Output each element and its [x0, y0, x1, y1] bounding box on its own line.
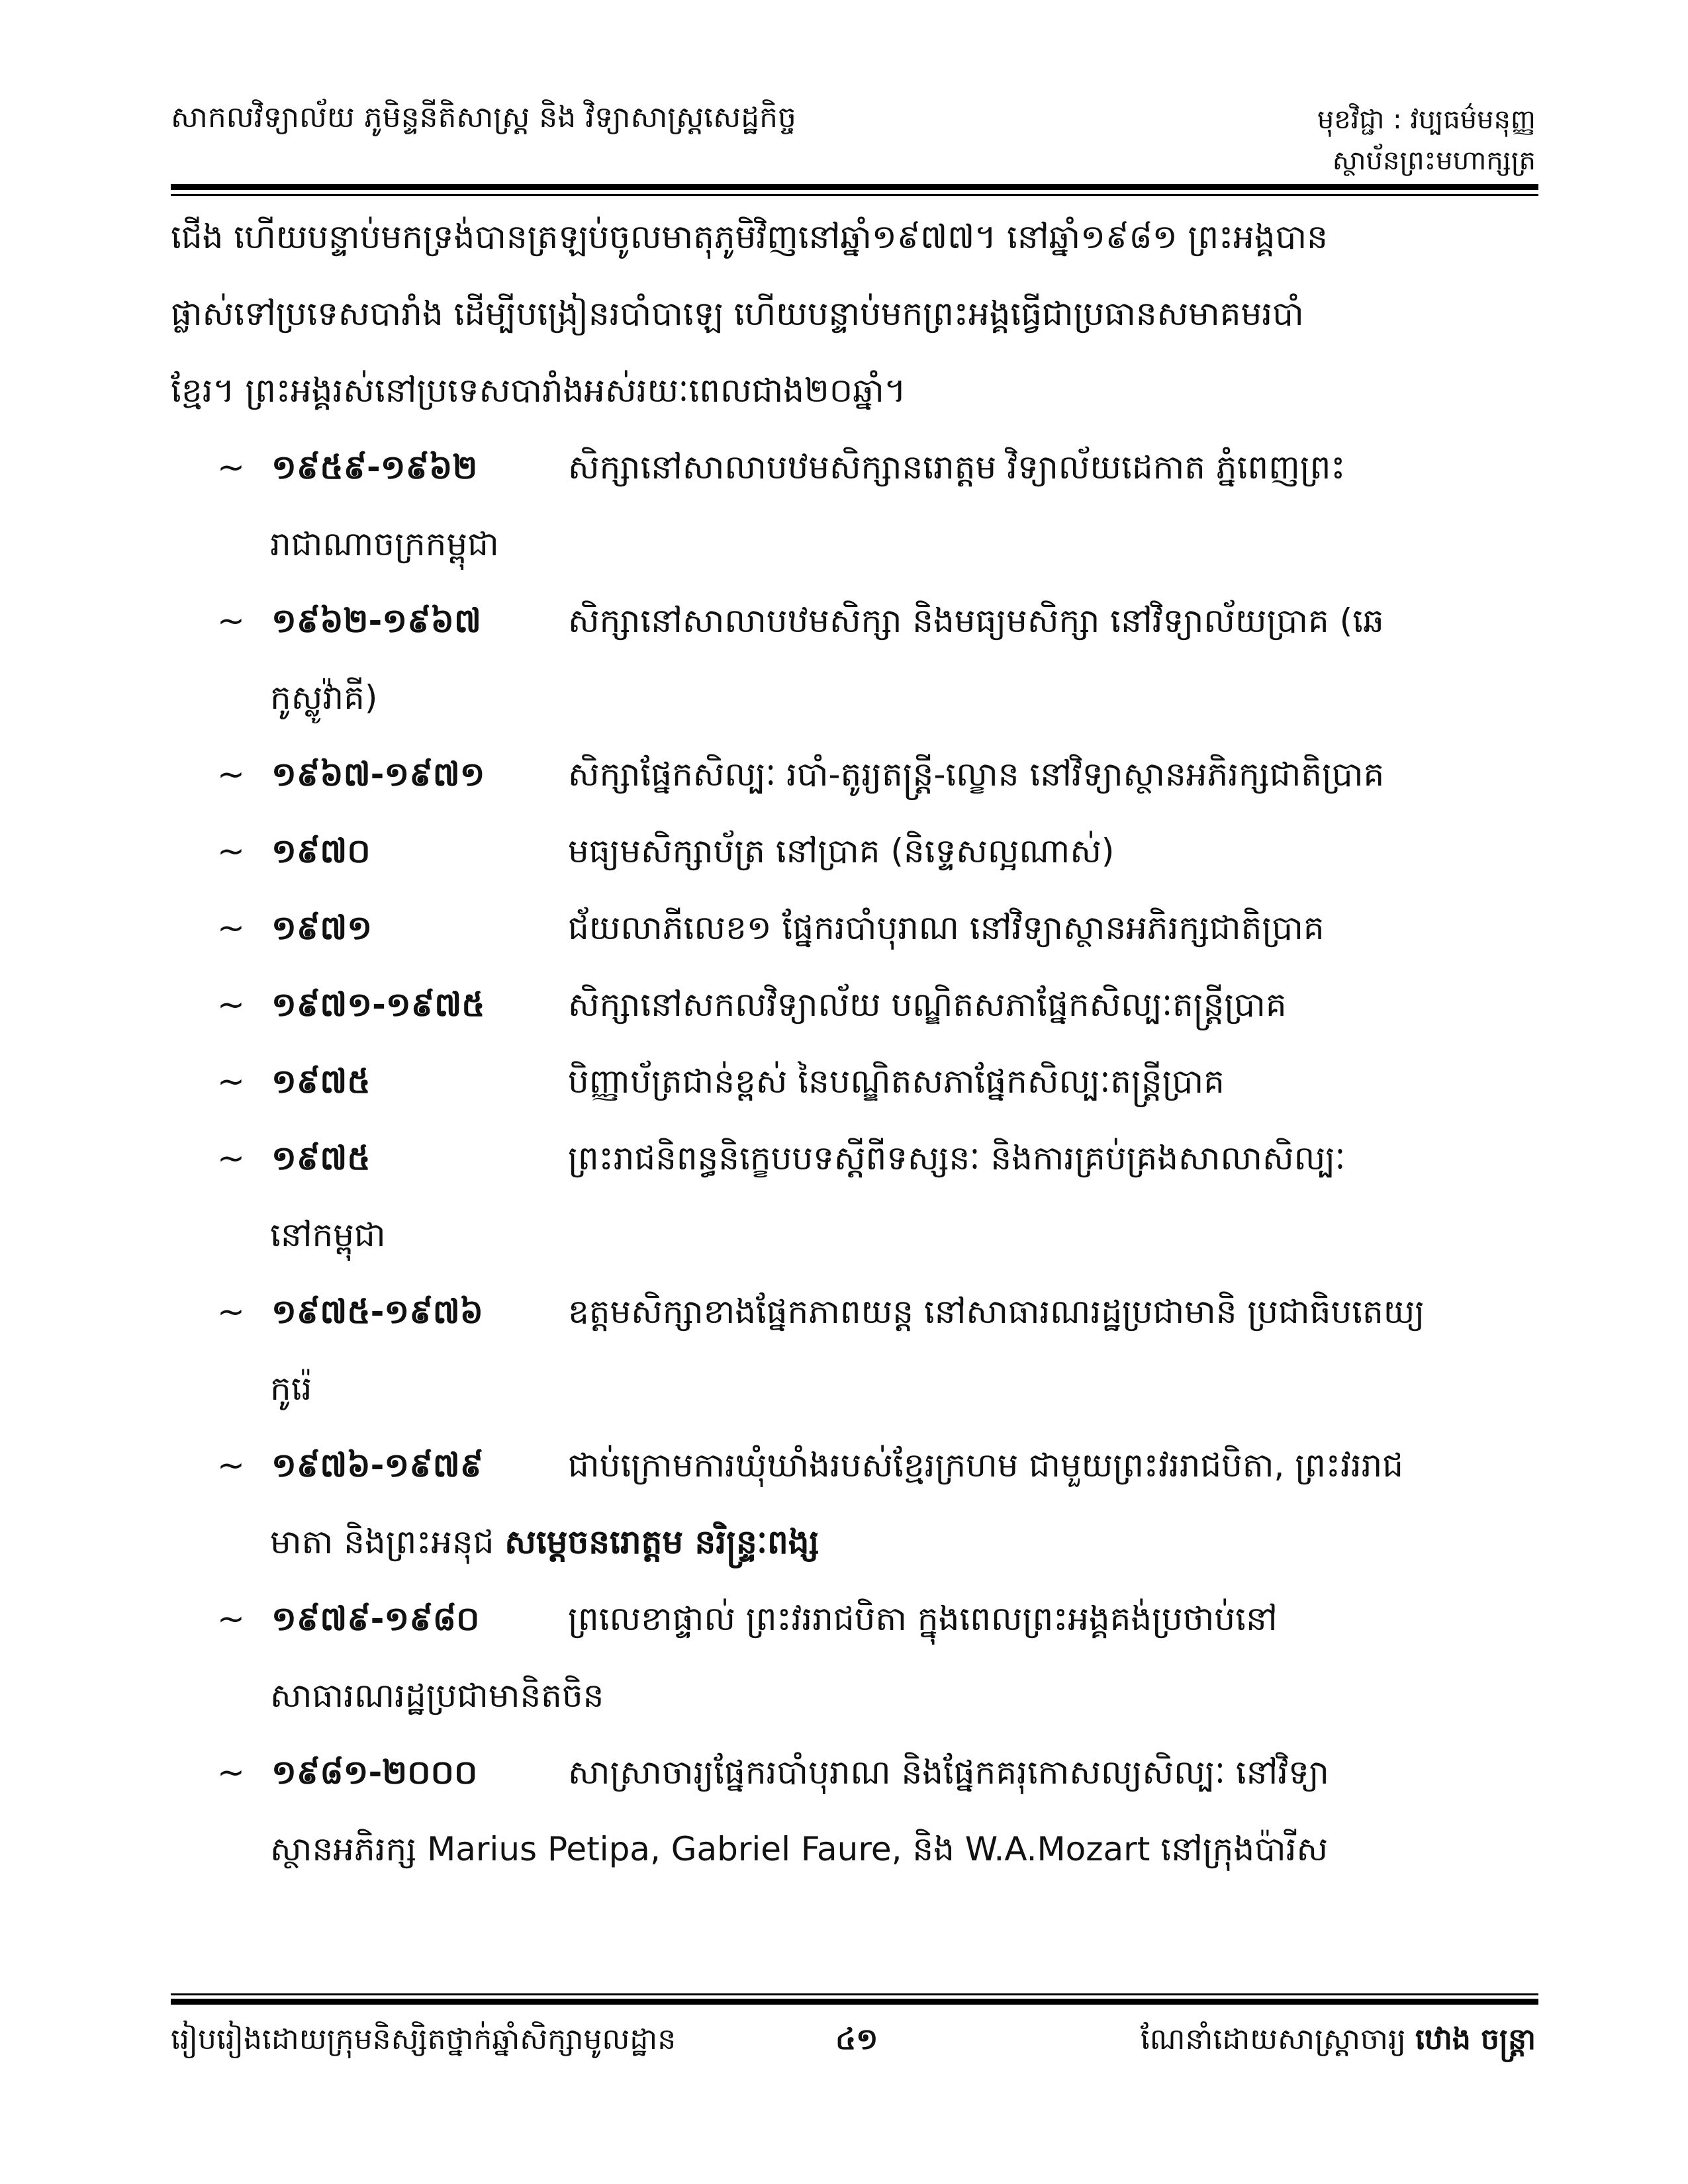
timeline-entry: [171, 889, 1538, 966]
footer-prepared-by: រៀបរៀងដោយក្រុមនិស្សិតថ្នាក់ឆ្នាំសិក្សាមូលដ្ឋាន: [171, 2023, 677, 2056]
header-university-name: សាកលវិទ្យាល័យ ភូមិន្ទនីតិសាស្ត្រ និង វិទ្យាសាស្ត្រសេដ្ឋកិច្ច: [171, 101, 796, 134]
entry-description: សិក្សានៅសកលវិទ្យាល័យ បណ្ឌិតសភាផ្នែកសិល្បៈតន្ត្រីប្រាគ: [568, 985, 1287, 1024]
entry-description: សិក្សានៅសាលាបឋមសិក្សា និងមធ្យមសិក្សា នៅវិទ្យាល័យប្រាគ (ឆេ: [568, 602, 1384, 640]
entry-year: ១៩៧១: [271, 909, 373, 947]
entry-year: ១៩៧៥: [271, 1139, 371, 1177]
entry-continuation: រាជាណាចក្រកម្ពុជា: [270, 525, 499, 563]
bullet-tilde: ~: [217, 909, 245, 947]
bullet-tilde: ~: [217, 448, 245, 486]
entry-continuation: កូរ៉េ: [270, 1369, 312, 1408]
page-number: ៤១: [835, 2023, 878, 2056]
entry-year: ១៩៧៥: [271, 1062, 371, 1101]
entry-description: មធ្យមសិក្សាប័ត្រ នៅប្រាគ (និទ្ទេសល្អណាស់): [568, 832, 1115, 870]
bullet-tilde: ~: [217, 602, 245, 640]
header-rule-thin: [171, 194, 1538, 196]
timeline-entry: [171, 1580, 1538, 1734]
bullet-tilde: ~: [217, 1446, 245, 1484]
footer-rule-thin: [171, 1993, 1538, 1995]
timeline-entry: [171, 1427, 1538, 1580]
entry-description: បិញ្ញាប័ត្រជាន់ខ្ពស់ នៃបណ្ឌិតសភាផ្នែកសិល្បៈតន្ត្រីប្រាគ: [568, 1062, 1225, 1101]
entry-description: ជាប់ក្រោមការឃុំឃាំងរបស់ខ្មែរក្រហម ជាមួយព្រះវររាជបិតា, ព្រះវររាជ: [568, 1446, 1404, 1484]
entry-continuation: [270, 1504, 1538, 1580]
bullet-tilde: ~: [217, 1139, 245, 1177]
bullet-tilde: ~: [217, 1753, 245, 1792]
intro-line: ផ្លាស់ទៅប្រទេសបារាំង ដើម្បីបង្រៀនរបាំបាឡេ ហើយបន្ទាប់មកព្រះអង្គធ្វើជាប្រធានសមាគមរបាំ: [171, 295, 1304, 333]
header-course-info: [1317, 99, 1536, 181]
timeline-entry: [171, 966, 1538, 1043]
entry-year: ១៩៦២-១៩៦៧: [271, 602, 481, 640]
header-topic: ស្ថាប័នព្រះមហាក្សត្រ: [1332, 146, 1536, 176]
timeline-list: [171, 429, 1538, 1888]
entry-year: ១៩៧១-១៩៧៥: [271, 985, 485, 1024]
bullet-tilde: ~: [217, 1293, 245, 1331]
entry-year: ១៩៧៥-១៩៧៦: [271, 1293, 484, 1331]
entry-continuation: ស្ថានអភិរក្ស Marius Petipa, Gabriel Faure, និង W.A.Mozart នៅក្រុងប៉ារីស: [270, 1830, 1329, 1868]
timeline-entry: [171, 1273, 1538, 1427]
entry-description: ឧត្ដមសិក្សាខាងផ្នែកភាពយន្ត នៅសាធារណរដ្ឋប្រជាមានិ ប្រជាធិបតេយ្យ: [568, 1293, 1425, 1331]
timeline-entry: [171, 582, 1538, 736]
entry-description: ព្រះរាជនិពន្ធនិក្ខេបបទស្ដីពីទស្សនៈ និងការគ្រប់គ្រងសាលាសិល្បៈ: [568, 1139, 1346, 1177]
entry-description: សាស្រាចារ្យផ្នែករបាំបុរាណ និងផ្នែកគរុកោសល្យសិល្បៈ នៅវិទ្យា: [568, 1753, 1329, 1792]
entry-continuation: នៅកម្ពុជា: [270, 1216, 386, 1254]
intro-line: ខ្មែរ។ ព្រះអង្គរស់នៅប្រទេសបារាំងអស់រយៈពេលជាង២០ឆ្នាំ។: [171, 371, 906, 410]
bullet-tilde: ~: [217, 1600, 245, 1638]
entry-description: ព្រលេខាផ្ទាល់ ព្រះវររាជបិតា ក្នុងពេលព្រះអង្គគង់ប្រថាប់នៅ: [568, 1600, 1278, 1638]
entry-year: ១៩៧៩-១៩៨០: [271, 1600, 480, 1638]
entry-year: ១៩៧០: [271, 832, 371, 870]
footer-supervisor-name: ឋោង ចន្ត្រា: [1415, 2023, 1536, 2056]
timeline-entry: [171, 1120, 1538, 1273]
entry-description: ជ័យលាភីលេខ១ ផ្នែករបាំបុរាណ នៅវិទ្យាស្ថានអភិរក្សជាតិប្រាគ: [568, 909, 1325, 947]
bullet-tilde: ~: [217, 985, 245, 1024]
intro-paragraph: [171, 199, 1538, 429]
entry-year: ១៩៥៩-១៩៦២: [271, 448, 478, 486]
timeline-entry: [171, 813, 1538, 889]
entry-year: ១៩៨១-២០០០: [271, 1753, 478, 1792]
timeline-entry: [171, 429, 1538, 582]
entry-continuation: សាធារណរដ្ឋប្រជាមានិតចិន: [270, 1676, 604, 1715]
footer-supervisor: [1141, 2020, 1536, 2060]
entry-year: ១៩៧៦-១៩៧៩: [271, 1446, 484, 1484]
prince-name: សម្ដេចនរោត្តម នរិន្ទ្រៈពង្ស: [504, 1523, 820, 1561]
timeline-entry: [171, 736, 1538, 813]
bullet-tilde: ~: [217, 832, 245, 870]
page-body: [171, 199, 1538, 1888]
footer-rule-thick: [171, 1999, 1538, 2005]
timeline-entry: [171, 1043, 1538, 1120]
timeline-entry: [171, 1734, 1538, 1888]
bullet-tilde: ~: [217, 1062, 245, 1101]
header-subject: មុខវិជ្ជា : វប្បធម៌មនុញ្ញ: [1317, 105, 1536, 135]
intro-line: ជើង ហើយបន្ទាប់មកទ្រង់បានត្រឡប់ចូលមាតុភូមិវិញនៅឆ្នាំ១៩៧៧។ នៅឆ្នាំ១៩៨១ ព្រះអង្គបាន: [171, 218, 1328, 256]
entry-continuation: កូស្លូវ៉ាគី): [270, 678, 378, 717]
bullet-tilde: ~: [217, 755, 245, 794]
entry-year: ១៩៦៧-១៩៧១: [271, 755, 485, 794]
footer-supervisor-label: ណែនាំដោយសាស្ត្រាចារ្យ: [1140, 2023, 1415, 2056]
entry-description: សិក្សាផ្នែកសិល្បៈ របាំ-តូរ្យតន្ត្រី-ល្ខោន នៅវិទ្យាស្ថានអភិរក្សជាតិប្រាគ: [568, 755, 1385, 794]
header-rule-thick: [171, 184, 1538, 190]
entry-continuation-text: មាតា និងព្រះអនុជ: [270, 1523, 505, 1561]
entry-description: សិក្សានៅសាលាបឋមសិក្សានរោត្តម វិទ្យាល័យដេកាត ភ្នំពេញព្រះ: [568, 448, 1346, 486]
